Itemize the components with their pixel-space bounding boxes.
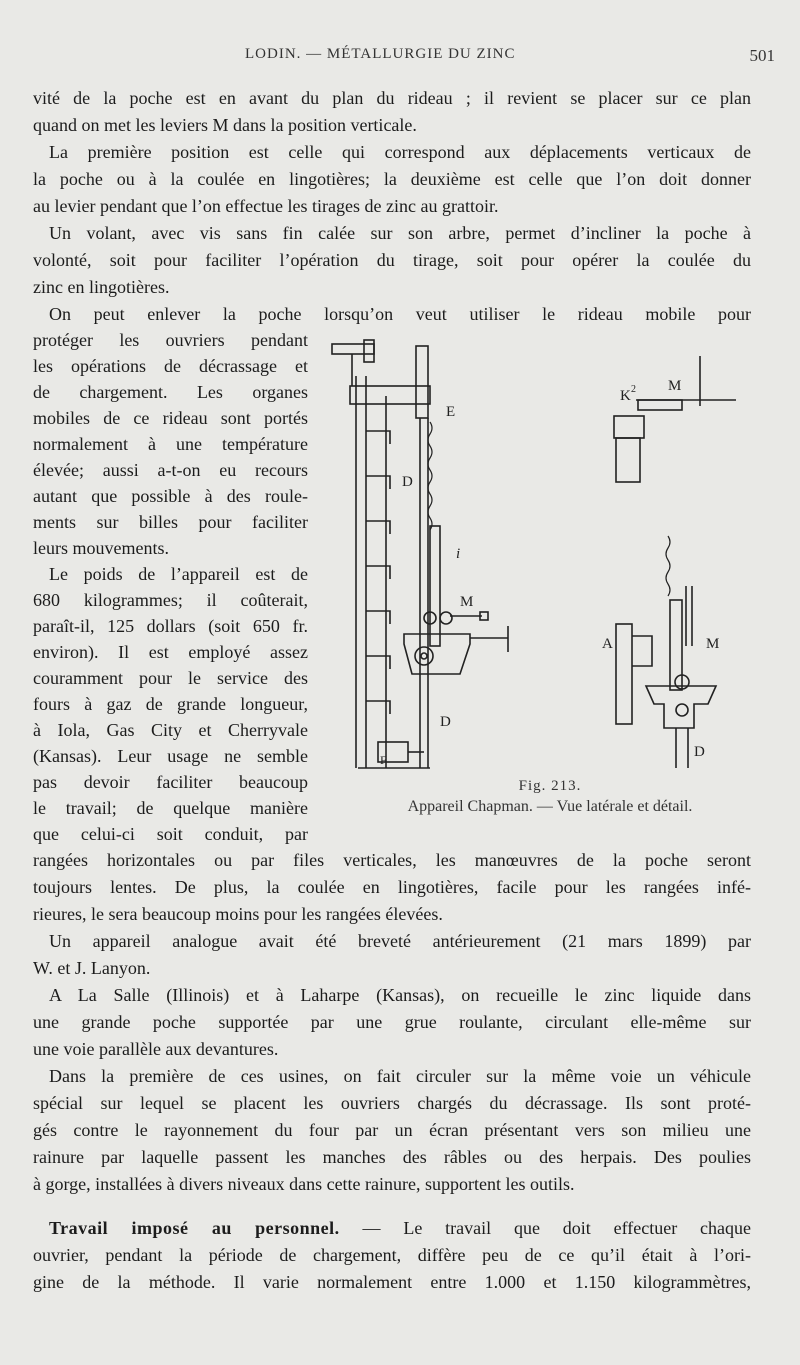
text-line: rainure par laquelle passent les manches des râbles ou des herpais. Des poulies: [33, 1147, 751, 1167]
text-line: La première position est celle qui correspond aux déplacements verticaux de: [49, 142, 751, 162]
text-line: à gorge, installées à divers niveaux dans cette rainure, supportent les outils.: [33, 1174, 575, 1194]
text-line: 680 kilogrammes; il coûterait,: [33, 590, 308, 610]
figure-number: Fig. 213.: [518, 778, 582, 794]
text-line: zinc en lingotières.: [33, 277, 170, 297]
label-D-detail: D: [694, 744, 705, 760]
figure-chapman-apparatus: [320, 336, 760, 786]
label-F: F: [380, 753, 387, 767]
text-line: couramment pour le service des: [33, 668, 308, 688]
text-line: A La Salle (Illinois) et à Laharpe (Kansas), on recueille le zinc liquide dans: [49, 985, 751, 1005]
text-line: environ). Il est employé assez: [33, 642, 308, 662]
text-line: le travail; de quelque manière: [33, 798, 308, 818]
text-line: toujours lentes. De plus, la coulée en lingotières, facile pour les rangées infé-: [33, 877, 751, 897]
text-line: Un volant, avec vis sans fin calée sur son arbre, permet d’incliner la poche à: [49, 223, 751, 243]
running-header: [30, 46, 775, 70]
text-line-section: [33, 1216, 751, 1240]
text-line: rieures, le sera beaucoup moins pour les rangées élevées.: [33, 904, 443, 924]
label-M-top: M: [668, 378, 682, 394]
header-title: LODIN. — MÉTALLURGIE DU ZINC: [245, 46, 516, 62]
text-line: au levier pendant que l’on effectue les tirages de zinc au grattoir.: [33, 196, 499, 216]
text-line: une grande poche supportée par une grue roulante, circulant elle-même sur: [33, 1012, 751, 1032]
label-M-detail: M: [706, 636, 720, 652]
label-A: A: [602, 636, 613, 652]
text-line: fours à gaz de grande longueur,: [33, 694, 308, 714]
text-line: volonté, soit pour faciliter l’opération du tirage, soit pour opérer la coulée du: [33, 250, 751, 270]
text-line: On peut enlever la poche lorsqu’on veut utiliser le rideau mobile pour: [49, 304, 751, 324]
label-E: E: [446, 404, 456, 420]
text-line: quand on met les leviers M dans la position verticale.: [33, 115, 417, 135]
text-line: que celui-ci soit conduit, par: [33, 824, 308, 844]
text-line: de chargement. Les organes: [33, 382, 308, 402]
label-i: i: [456, 546, 461, 562]
text-line: Le poids de l’appareil est de: [49, 564, 308, 584]
text-line: normalement à une température: [33, 434, 308, 454]
label-D-lower: D: [440, 714, 451, 730]
text-line: une voie parallèle aux devantures.: [33, 1039, 279, 1059]
figure-caption: Appareil Chapman. — Vue latérale et détail.: [407, 798, 693, 815]
text-line: élevée; aussi a-t-on eu recours: [33, 460, 308, 480]
label-M-left: M: [460, 594, 474, 610]
text-line: autant que possible à des roule-: [33, 486, 308, 506]
text-line: ments sur billes pour faciliter: [33, 512, 308, 532]
text-line: protéger les ouvriers pendant: [33, 330, 308, 350]
text-line: gés contre le rayonnement du four par un écran présentant vers son milieu une: [33, 1120, 751, 1140]
text-line: ouvrier, pendant la période de chargement, diffère peu de ce qu’il était à l’ori-: [33, 1245, 751, 1265]
label-K2-sup: 2: [631, 384, 636, 395]
section-heading: Travail imposé au personnel.: [49, 1218, 340, 1238]
text-line: gine de la méthode. Il varie normalement entre 1.000 et 1.150 kilogrammètres,: [33, 1272, 751, 1292]
section-heading-rest: — Le travail que doit effectuer chaque: [339, 1218, 751, 1238]
text-line: paraît-il, 125 dollars (soit 650 fr.: [33, 616, 308, 636]
text-line: pas devoir faciliter beaucoup: [33, 772, 308, 792]
label-K2: K: [620, 388, 631, 404]
text-line: rangées horizontales ou par files verticales, les manœuvres de la poche seront: [33, 850, 751, 870]
text-line: Dans la première de ces usines, on fait circuler sur la même voie un véhicule: [49, 1066, 751, 1086]
text-line: leurs mouvements.: [33, 538, 169, 558]
text-line: à Iola, Gas City et Cherryvale: [33, 720, 308, 740]
text-line: vité de la poche est en avant du plan du rideau ; il revient se placer sur ce plan: [33, 88, 751, 108]
text-line: W. et J. Lanyon.: [33, 958, 151, 978]
text-line: les opérations de décrassage et: [33, 356, 308, 376]
page-number: 501: [749, 46, 775, 65]
text-line: mobiles de ce rideau sont portés: [33, 408, 308, 428]
text-line: (Kansas). Leur usage ne semble: [33, 746, 308, 766]
text-line: Un appareil analogue avait été breveté antérieurement (21 mars 1899) par: [49, 931, 751, 951]
text-line: spécial sur lequel se placent les ouvriers chargés du décrassage. Ils sont proté-: [33, 1093, 751, 1113]
text-line: la poche ou à la coulée en lingotières; la deuxième est celle que l’on doit donner: [33, 169, 751, 189]
label-D-upper: D: [402, 474, 413, 490]
